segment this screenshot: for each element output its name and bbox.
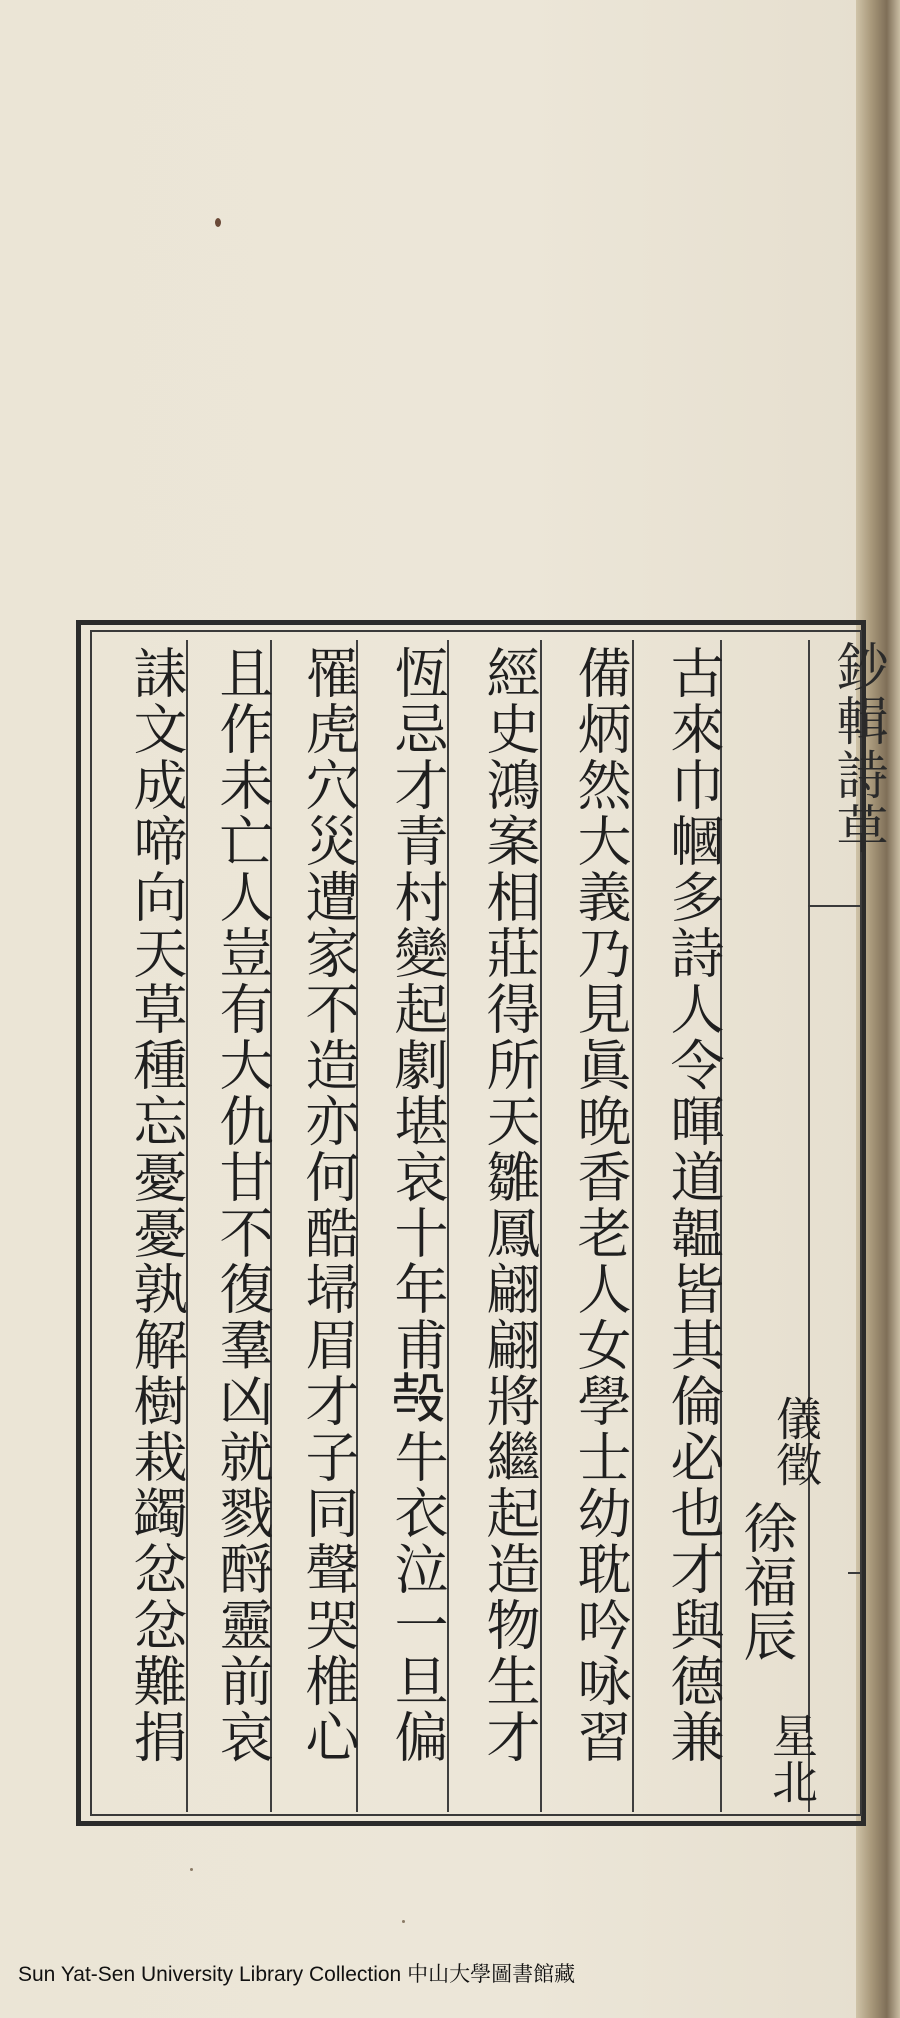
paper-speck [190, 1868, 193, 1871]
author-name: 徐福辰 [735, 1500, 798, 1662]
library-credit: Sun Yat-Sen University Library Collection 中山大學圖書館藏 [18, 1963, 576, 1986]
text-column-6: 且作未亡人豈有大仇甘不復羣凶就戮酹靈前哀 [211, 645, 274, 1765]
text-column-1: 古來巾幗多詩人令暉道韞皆其倫必也才與德兼 [662, 645, 725, 1765]
title-strip [820, 640, 887, 920]
text-column-7: 誄文成啼向天草種忘憂憂孰解樹栽蠲忿忿難捐 [125, 645, 188, 1765]
text-column-5: 罹虎穴災遭家不造亦何酷埽眉才子同聲哭椎心 [297, 645, 360, 1765]
book-title-fragment: 鈔輯詩草 [827, 640, 887, 856]
text-column-4: 恆忌才青村變起劇堪哀十年甫𣪊牛衣泣一旦偏 [386, 645, 449, 1765]
column-rule [808, 640, 810, 1812]
author-place: 儀徵 [769, 1395, 823, 1487]
paper-speck [402, 1920, 405, 1923]
title-divider [848, 1572, 862, 1574]
text-column-3: 經史鴻案相莊得所天雛鳳翩翩將繼起造物生才 [478, 645, 541, 1765]
author-courtesy-name: 星北 [765, 1712, 819, 1804]
text-column-2: 備炳然大義乃見眞晚香老人女學士幼耽吟咏習 [569, 645, 632, 1765]
title-divider [808, 905, 862, 907]
paper-stain [215, 218, 221, 227]
